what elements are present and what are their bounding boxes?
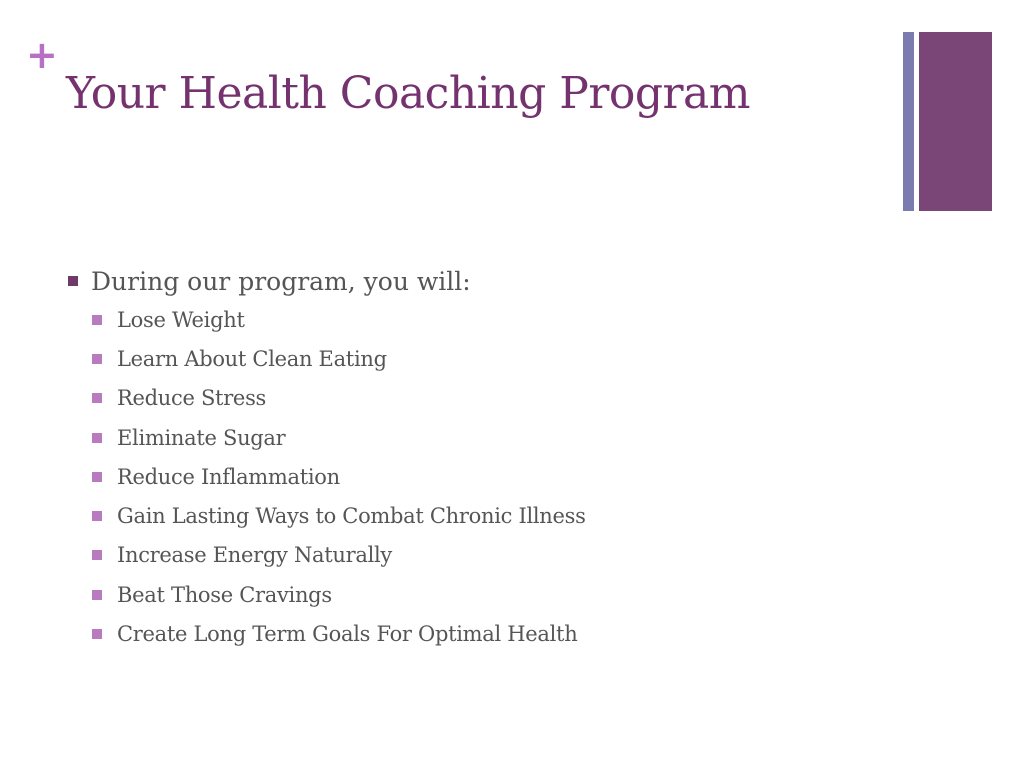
list-item xyxy=(68,379,888,418)
square-bullet-icon xyxy=(92,511,102,521)
decorative-bar-thin xyxy=(903,32,914,211)
square-bullet-icon xyxy=(92,433,102,443)
list-item xyxy=(68,457,888,496)
square-bullet-icon xyxy=(92,393,102,403)
list-item xyxy=(68,575,888,614)
square-bullet-icon xyxy=(92,354,102,364)
list-item xyxy=(68,536,888,575)
list-item xyxy=(68,496,888,535)
intro-text: During our program, you will: xyxy=(91,266,471,296)
bullet-list xyxy=(68,300,888,654)
decorative-bar-thick xyxy=(919,32,992,211)
list-item-text: Gain Lasting Ways to Combat Chronic Illness xyxy=(117,504,586,529)
slide-title: Your Health Coaching Program xyxy=(66,68,751,119)
square-bullet-icon xyxy=(92,315,102,325)
square-bullet-icon xyxy=(92,629,102,639)
list-item-text: Increase Energy Naturally xyxy=(117,543,392,568)
list-item-text: Beat Those Cravings xyxy=(117,582,332,607)
list-item-text: Eliminate Sugar xyxy=(117,425,286,450)
slide-content xyxy=(68,262,888,654)
list-item xyxy=(68,614,888,653)
list-item xyxy=(68,300,888,339)
square-bullet-icon xyxy=(92,472,102,482)
list-item xyxy=(68,418,888,457)
list-item-text: Learn About Clean Eating xyxy=(117,346,387,371)
plus-icon: + xyxy=(26,33,58,77)
square-bullet-icon xyxy=(92,590,102,600)
list-item-text: Reduce Stress xyxy=(117,386,267,411)
list-item xyxy=(68,339,888,378)
main-bullet-item xyxy=(68,262,888,300)
list-item-text: Lose Weight xyxy=(117,307,245,332)
square-bullet-icon xyxy=(68,276,78,286)
list-item-text: Create Long Term Goals For Optimal Health xyxy=(117,622,578,647)
list-item-text: Reduce Inflammation xyxy=(117,464,340,489)
square-bullet-icon xyxy=(92,550,102,560)
